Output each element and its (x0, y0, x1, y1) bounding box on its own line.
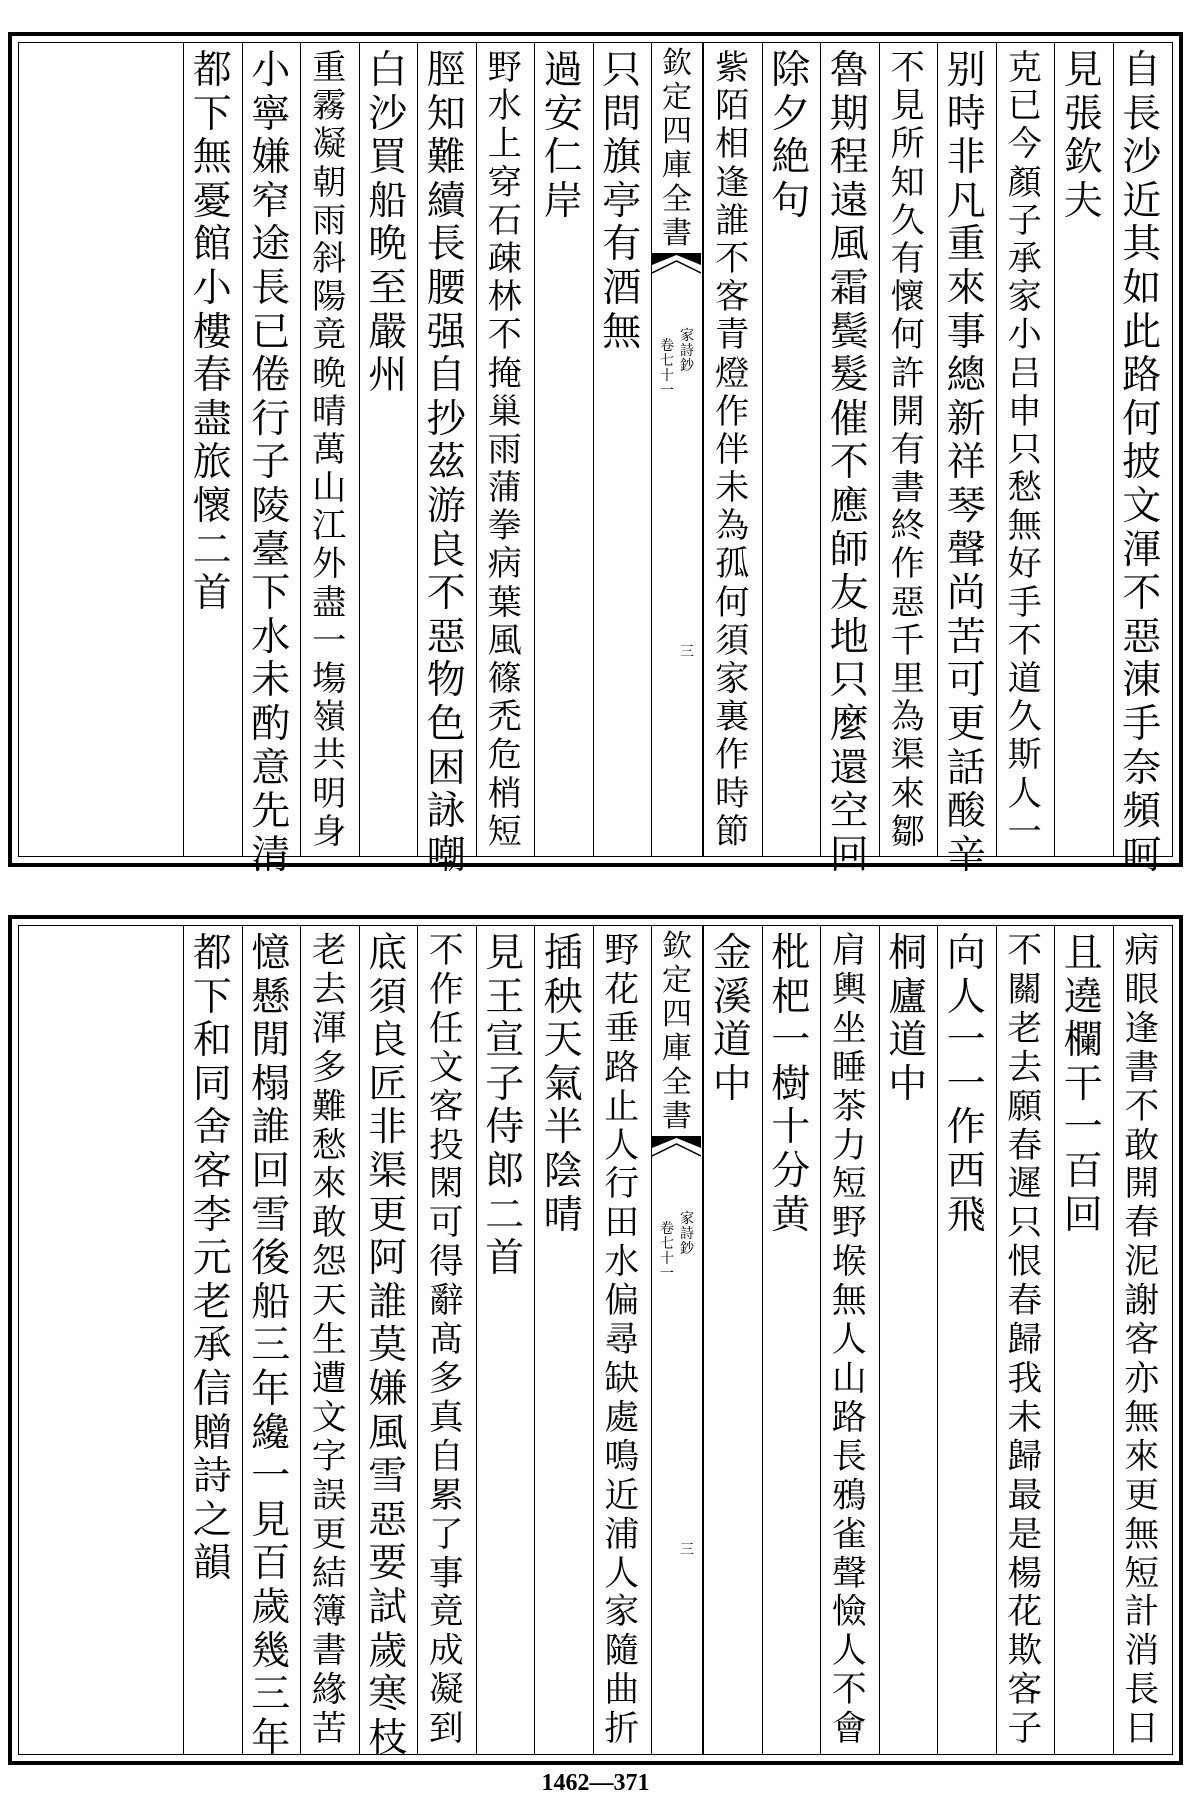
text-column: 白 沙 買 船 晩 至 嚴 州 (368, 48, 408, 399)
column-rule (1054, 43, 1055, 856)
center-side-text: 卷 七 十 一 (660, 1221, 674, 1282)
text-column: 肩 輿 坐 睡 茶 力 短 野 堠 無 人 山 路 長 鴉 雀 聲 憸 人 不 會 (831, 931, 867, 1750)
column-rule (593, 926, 594, 1754)
column-rule (762, 926, 763, 1754)
text-column: 且 遶 欄 干 一 百 回 (1063, 931, 1103, 1238)
column-rule (300, 926, 301, 1754)
book-page-1 (8, 32, 1183, 878)
column-rule (937, 926, 938, 1754)
text-column: 紫 陌 相 逢 誰 不 客 青 燈 作 伴 未 為 孤 何 須 家 裏 作 時 節 (715, 48, 750, 852)
fish-tail-mark (652, 253, 701, 299)
column-rule (359, 926, 360, 1754)
column-rule (879, 926, 880, 1754)
text-column: 重 霧 凝 朝 雨 斜 陽 竟 晩 晴 萬 山 江 外 盡 一 塲 嶺 共 明 身 (312, 48, 347, 852)
text-column: 别 時 非 凡 重 來 事 總 新 祥 琴 聲 尚 苦 可 更 話 酸 辛 (946, 48, 986, 878)
text-column: 不 關 老 去 願 春 遲 只 恨 春 歸 我 未 歸 最 是 楊 花 欺 客 子 (1007, 931, 1043, 1750)
text-column: 野 花 垂 路 止 人 行 田 水 偏 尋 缺 處 鳴 近 浦 人 家 隨 曲 折 (604, 931, 640, 1750)
text-column: 見 王 宣 子 侍 郎 二 首 (485, 931, 525, 1282)
text-column: 只 問 旗 亭 有 酒 無 (602, 48, 642, 355)
text-column: 向 人 一 一 作 西 飛 (946, 931, 986, 1238)
column-rule (996, 43, 997, 856)
text-column: 不 見 所 知 久 有 懷 何 許 開 有 書 終 作 惡 千 里 為 渠 來 鄒 (890, 48, 925, 852)
text-column: 枇 杷 一 樹 十 分 黄 (771, 931, 811, 1238)
text-column: 小 寧 嫌 窄 途 長 已 倦 行 子 陵 臺 下 水 未 酌 意 先 清 (251, 48, 291, 878)
column-rule (476, 43, 477, 856)
column-rule (242, 43, 243, 856)
column-rule (1054, 926, 1055, 1754)
column-rule (417, 43, 418, 856)
page-frame (18, 925, 1173, 1761)
column-rule (996, 926, 997, 1754)
text-column: 魯 期 程 遠 風 霜 鬓 髮 催 不 應 師 友 地 只 麼 還 空 回 (829, 48, 869, 878)
text-column: 憶 懸 閒 榻 誰 回 雪 後 船 三 年 纔 一 見 百 歲 幾 三 年 (251, 931, 291, 1761)
column-rule (1113, 43, 1114, 856)
column-rule (1113, 926, 1114, 1754)
banxin-center-column (651, 926, 703, 1754)
column-rule (820, 43, 821, 856)
text-column: 見 張 欽 夫 (1063, 48, 1103, 224)
text-column: 插 秧 天 氣 半 陰 晴 (543, 931, 583, 1238)
column-rule (359, 43, 360, 856)
fish-tail-mark (652, 1136, 701, 1182)
column-rule (242, 926, 243, 1754)
text-column: 脛 知 難 續 長 腰 强 自 抄 茲 游 良 不 惡 物 色 困 詠 嘲 (426, 48, 466, 878)
center-side-text: 家 詩 鈔 (680, 328, 694, 374)
page-frame (18, 42, 1173, 878)
text-column: 自 長 沙 近 其 如 此 路 何 披 文 渾 不 惡 涷 手 奈 頻 呵 (1122, 48, 1162, 878)
text-column: 不 作 任 文 客 投 閑 可 得 辭 髙 多 真 自 累 了 事 竟 成 凝 到 (428, 931, 464, 1750)
text-column: 底 須 良 匠 非 渠 更 阿 誰 莫 嫌 風 雪 惡 要 試 歲 寒 枝 (368, 931, 408, 1761)
column-rule (820, 926, 821, 1754)
column-rule (937, 43, 938, 856)
center-title: 欽 定 四 庫 全 書 (662, 46, 692, 251)
column-rule (534, 926, 535, 1754)
column-rule (762, 43, 763, 856)
column-rule (300, 43, 301, 856)
center-side-text: 家 詩 鈔 (680, 1211, 694, 1257)
text-column: 桐 廬 道 中 (888, 931, 928, 1107)
leaf-number: 三 (680, 644, 694, 660)
text-column: 病 眼 逢 書 不 敢 開 春 泥 謝 客 亦 無 來 更 無 短 計 消 長 日 (1124, 931, 1160, 1750)
text-column: 都 下 和 同 舍 客 李 元 老 承 信 贈 詩 之 韻 (192, 931, 232, 1587)
column-rule (534, 43, 535, 856)
text-column: 野 水 上 穿 石 疎 林 不 掩 巢 雨 蒲 拳 病 葉 風 篠 禿 危 梢 短 (487, 48, 522, 852)
center-title: 欽 定 四 庫 全 書 (662, 929, 692, 1134)
text-column: 老 去 渾 多 難 愁 來 敢 怨 天 生 遭 文 字 誤 更 結 簿 書 緣 苦 (311, 931, 347, 1750)
center-side-text: 卷 七 十 一 (660, 338, 674, 399)
text-column: 金 溪 道 中 (712, 931, 752, 1107)
book-page-2 (8, 915, 1183, 1765)
column-rule (593, 43, 594, 856)
leaf-number: 三 (680, 1542, 694, 1558)
column-rule (703, 926, 704, 1754)
column-rule (183, 926, 184, 1754)
column-rule (183, 43, 184, 856)
column-rule (879, 43, 880, 856)
text-column: 過 安 仁 岸 (543, 48, 583, 224)
text-column: 除 夕 絶 句 (771, 48, 811, 224)
column-rule (703, 43, 704, 856)
text-column: 克 已 今 顏 子 承 家 小 吕 申 只 愁 無 好 手 不 道 久 斯 人 一 (1007, 48, 1042, 852)
column-rule (476, 926, 477, 1754)
page-footer-number: 1462—371 (541, 1770, 650, 1796)
column-rule (417, 926, 418, 1754)
text-column: 都 下 無 憂 館 小 樓 春 盡 旅 懷 二 首 (192, 48, 232, 617)
banxin-center-column (651, 43, 703, 856)
